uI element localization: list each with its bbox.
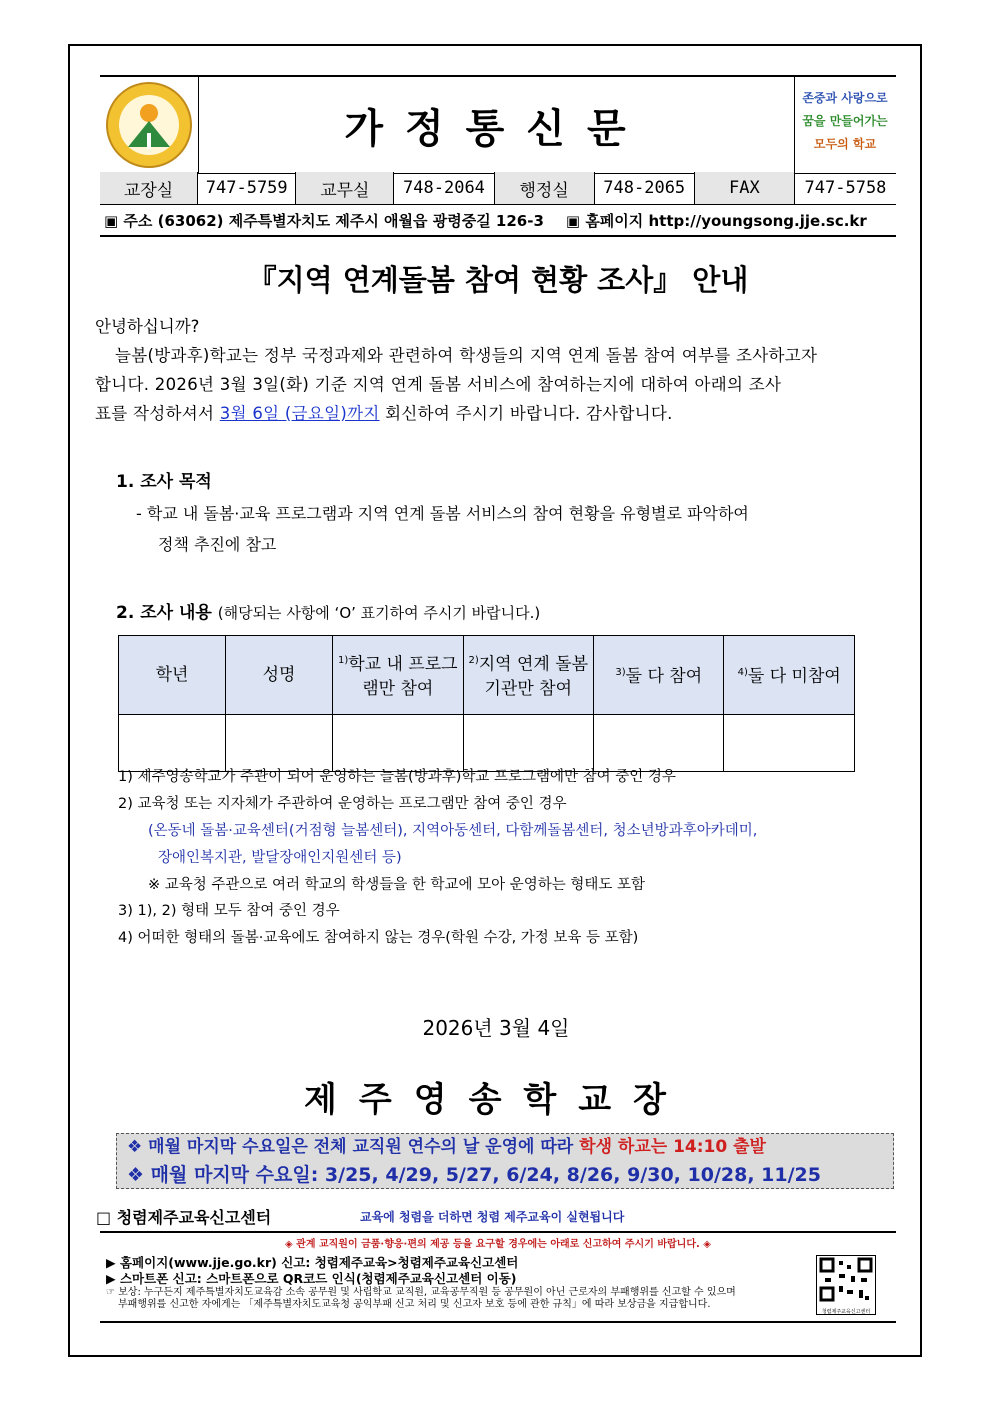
col-grade-label: 학년	[155, 664, 189, 685]
section-1-heading: 1. 조사 목적	[116, 472, 212, 492]
col-both	[594, 636, 724, 715]
section-1-line-2: 정책 추진에 참고	[158, 535, 277, 554]
school-logo	[100, 77, 199, 173]
col-school-only-sup: 1)	[337, 654, 349, 666]
intro-line-2: 합니다. 2026년 3월 3일(화) 기준 지역 연계 돌봄 서비스에 참여하는지에 대하여 아래의 조사	[95, 375, 782, 394]
notice-line-1-text: ❖ 매월 마지막 수요일은 전체 교직원 연수의 날 운영에 따라	[127, 1137, 580, 1157]
newsletter-title: 가정통신문	[344, 105, 648, 152]
greeting: 안녕하십니까?	[95, 317, 200, 336]
phone-label-fax: FAX	[695, 172, 795, 204]
input-local-only[interactable]	[463, 715, 593, 772]
note-1: 1) 제주영송학교가 주관이 되어 운영하는 늘봄(방과후)학교 프로그램에만 참여 중인 경우	[118, 769, 676, 785]
note-4: 4) 어떠한 형태의 돌봄·교육에도 참여하지 않는 경우(학원 수강, 가정 보육 등 포함)	[118, 930, 639, 946]
phone-label-academic: 교무실	[296, 172, 394, 204]
note-2-examples-2: 장애인복지관, 발달장애인지원센터 등)	[158, 850, 402, 866]
col-both-label: 둘 다 참여	[625, 666, 703, 687]
intro-line-3-start: 표를 작성하셔서	[95, 404, 220, 423]
survey-table	[118, 635, 855, 772]
anti-corruption-instructions	[106, 1255, 806, 1311]
document-title: 『지역 연계돌봄 참여 현황 조사』 안내	[247, 263, 749, 297]
anti-corruption-warning: ◈ 관계 교직원이 금품·향응·편의 제공 등을 요구할 경우에는 아래로 신고하여 주시기 바랍니다. ◈	[285, 1239, 711, 1250]
report-smartphone: ▶ 스마트폰 신고: 스마트폰으로 QR코드 인식(청렴제주교육신고센터 이동)	[106, 1271, 517, 1286]
input-grade[interactable]	[119, 715, 226, 772]
intro-line-1: 늘봄(방과후)학교는 정부 국정과제와 관련하여 학생들의 지역 연계 돌봄 참여 여부를 조사하고자	[115, 346, 818, 365]
motto-line-2: 꿈을 만들어가는	[802, 114, 888, 128]
intro-line-3-end: 회신하여 주시기 바랍니다. 감사합니다.	[379, 404, 673, 423]
principal-name: 제주영송학교장	[304, 1080, 688, 1120]
section-1-line-1: - 학교 내 돌봄·교육 프로그램과 지역 연계 돌봄 서비스의 참여 현황을 유형별로 파악하여	[136, 504, 749, 523]
col-school-only-label: 학교 내 프로그램만 참여	[348, 654, 458, 700]
col-local-only	[463, 636, 593, 715]
phone-number-fax: 747-5758	[804, 178, 887, 198]
col-local-only-sup: 2)	[468, 654, 479, 666]
newsletter-title-cell	[198, 77, 795, 173]
input-name[interactable]	[226, 715, 333, 772]
notice-line-2: ❖ 매월 마지막 수요일: 3/25, 4/29, 5/27, 6/24, 8/26, 9/30, 10/28, 11/25	[127, 1164, 821, 1186]
col-grade	[119, 636, 226, 715]
col-neither-label: 둘 다 미참여	[747, 666, 841, 687]
reward-line-1: ☞ 보상: 누구든지 제주특별자치도교육감 소속 공무원 및 사립학교 교직원, 교육공무직원 등 공무원이 아닌 근로자의 부패행위를 신고할 수 있으며	[106, 1287, 736, 1298]
reply-deadline: 3월 6일 (금요일)까지	[219, 404, 380, 423]
survey-input-row	[119, 715, 855, 772]
col-name	[226, 636, 333, 715]
phone-number-admin: 748-2065	[595, 172, 695, 204]
note-3: 3) 1), 2) 형태 모두 참여 중인 경우	[118, 903, 340, 919]
col-neither	[724, 636, 855, 715]
qr-code-icon[interactable]	[816, 1255, 876, 1315]
col-name-label: 성명	[262, 664, 296, 685]
notice-dismissal-time: 학생 하교는 14:10 출발	[579, 1137, 766, 1157]
address-row	[100, 205, 896, 237]
wednesday-notice	[116, 1133, 894, 1189]
section-2-heading: 2. 조사 내용	[116, 603, 212, 623]
note-2: 2) 교육청 또는 지자체가 주관하여 운영하는 프로그램만 참여 중인 경우	[118, 796, 567, 812]
note-2-examples-1: (온동네 돌봄·교육센터(거점형 늘봄센터), 지역아동센터, 다함께돌봄센터, 청소년방과후아카데미,	[148, 823, 758, 839]
col-both-sup: 3)	[615, 667, 626, 679]
input-both[interactable]	[594, 715, 724, 772]
col-local-only-label: 지역 연계 돌봄기관만 참여	[478, 654, 589, 700]
school-homepage-link[interactable]: ▣ 홈페이지 http://youngsong.jje.sc.kr	[565, 211, 867, 230]
anti-corruption-box	[100, 1231, 896, 1323]
section-2-note: (해당되는 사항에 ‘O’ 표기하여 주시기 바랍니다.)	[217, 604, 541, 622]
col-neither-sup: 4)	[737, 667, 748, 679]
report-homepage[interactable]: ▶ 홈페이지(www.jje.go.kr) 신고: 청렴제주교육>청렴제주교육신고센터	[106, 1255, 519, 1270]
qr-caption: 청렴제주교육신고센터	[821, 1309, 871, 1315]
school-motto	[794, 77, 896, 173]
input-neither[interactable]	[724, 715, 855, 772]
phone-label-principal: 교장실	[100, 172, 198, 204]
phone-number-principal: 747-5759	[198, 172, 296, 204]
school-address: ▣ 주소 (63062) 제주특별자치도 제주시 애월읍 광령중길 126-3	[104, 211, 544, 230]
contact-numbers-row	[100, 172, 896, 205]
intro-line-3	[95, 399, 900, 428]
anti-corruption-slogan: 교육에 청렴을 더하면 청렴 제주교육이 실현됩니다	[360, 1210, 625, 1224]
section-2-heading-wrap	[116, 598, 540, 623]
input-school-only[interactable]	[333, 715, 463, 772]
survey-header-row	[119, 636, 855, 715]
phone-label-admin: 행정실	[495, 172, 595, 204]
anti-corruption-heading: □ 청렴제주교육신고센터	[96, 1208, 272, 1227]
reward-line-2: 부패행위를 신고한 자에게는 「제주특별자치도교육청 공익부패 신고 처리 및 신고자 보호 등에 관한 규칙」에 따라 보상금을 지급합니다.	[118, 1299, 711, 1310]
motto-line-3: 모두의 학교	[813, 137, 877, 151]
motto-line-1: 존중과 사랑으로	[802, 91, 888, 105]
col-school-only	[333, 636, 463, 715]
notice-line-1	[127, 1134, 893, 1161]
phone-number-academic: 748-2064	[394, 172, 494, 204]
letterhead	[100, 75, 896, 174]
issue-date: 2026년 3월 4일	[422, 1016, 570, 1040]
note-2-reference: ※ 교육청 주관으로 여러 학교의 학생들을 한 학교에 모아 운영하는 형태도 포함	[148, 877, 646, 893]
